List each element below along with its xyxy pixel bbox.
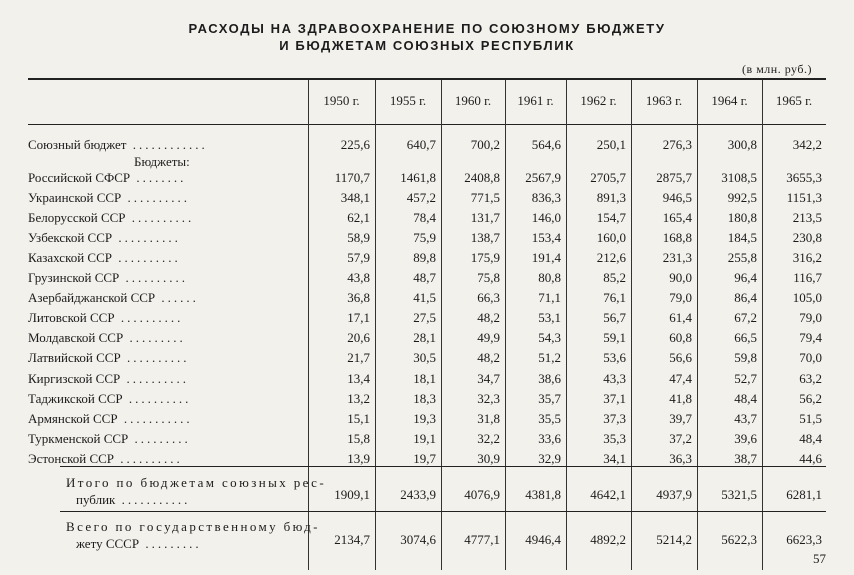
republic-value: 32,2 bbox=[477, 430, 500, 446]
union-budget-value: 564,6 bbox=[531, 137, 561, 152]
total-state-value: 4946,4 bbox=[525, 532, 561, 547]
row-label-republic bbox=[28, 290, 199, 306]
republic-value: 231,3 bbox=[662, 250, 692, 266]
republic-value: 30,9 bbox=[477, 450, 500, 466]
republic-value: 37,3 bbox=[603, 410, 626, 426]
year-header: 1960 г. bbox=[454, 93, 492, 108]
republic-value: 53,6 bbox=[603, 350, 626, 366]
row-label-republic-text: Белорусской ССР bbox=[28, 210, 126, 226]
row-label-republic bbox=[28, 190, 190, 206]
republic-value: 33,6 bbox=[538, 430, 561, 446]
republic-value: 180,8 bbox=[727, 210, 757, 226]
republic-value: 316,2 bbox=[792, 250, 822, 266]
republic-value: 2705,7 bbox=[590, 170, 626, 185]
republic-value: 165,4 bbox=[662, 210, 692, 226]
row-label-republic-text: Российской СФСР bbox=[28, 170, 131, 185]
republic-value: 138,7 bbox=[470, 230, 500, 246]
total-republics-value: 1909,1 bbox=[334, 487, 370, 502]
column-divider bbox=[441, 80, 442, 570]
republic-value: 48,2 bbox=[477, 310, 500, 326]
republic-value: 212,6 bbox=[596, 250, 626, 266]
republic-value: 36,8 bbox=[347, 290, 370, 306]
row-label-republic-text: Туркменской ССР bbox=[28, 430, 129, 446]
republic-value: 53,1 bbox=[538, 310, 561, 326]
header-bottom-rule bbox=[28, 124, 826, 125]
republic-value: 59,8 bbox=[734, 350, 757, 366]
leader-dots: ......... bbox=[139, 536, 202, 551]
republic-value: 41,5 bbox=[413, 290, 436, 306]
total-republics-value: 6281,1 bbox=[786, 487, 822, 502]
republic-value: 146,0 bbox=[531, 210, 561, 226]
leader-dots: ........... bbox=[117, 410, 193, 426]
republic-value: 56,7 bbox=[603, 310, 626, 326]
republic-value: 27,5 bbox=[413, 310, 436, 326]
republic-value: 78,4 bbox=[413, 210, 436, 226]
republic-value: 38,6 bbox=[538, 370, 561, 386]
union-budget-value: 342,2 bbox=[792, 137, 822, 152]
total-state-value: 6623,3 bbox=[786, 532, 822, 547]
row-label-republic-text: Киргизской ССР bbox=[28, 370, 121, 386]
republic-value: 79,0 bbox=[669, 290, 692, 306]
republic-value: 63,2 bbox=[799, 370, 822, 386]
column-divider bbox=[697, 80, 698, 570]
page-number: 57 bbox=[813, 551, 826, 566]
republic-value: 37,1 bbox=[603, 390, 626, 406]
row-label-republic-text: Украинской ССР bbox=[28, 190, 122, 206]
year-header: 1961 г. bbox=[517, 93, 554, 108]
republic-value: 105,0 bbox=[792, 290, 822, 306]
row-label-republic-text: Азербайджанской ССР bbox=[28, 290, 156, 306]
row-label-republic bbox=[28, 330, 186, 346]
republic-value: 2567,9 bbox=[525, 170, 561, 185]
republic-value: 56,6 bbox=[669, 350, 692, 366]
republic-value: 43,3 bbox=[603, 370, 626, 386]
republic-value: 39,6 bbox=[734, 430, 757, 446]
row-label-republic-text: Казахской ССР bbox=[28, 250, 113, 266]
republic-value: 66,5 bbox=[734, 330, 757, 346]
republic-value: 213,5 bbox=[792, 210, 822, 226]
unit-note: (в млн. руб.) bbox=[742, 62, 812, 76]
republic-value: 175,9 bbox=[470, 250, 500, 266]
leader-dots: .......... bbox=[119, 270, 189, 286]
republic-value: 255,8 bbox=[727, 250, 757, 266]
republic-value: 76,1 bbox=[603, 290, 626, 306]
leader-dots: ............ bbox=[126, 137, 208, 152]
republic-value: 230,8 bbox=[792, 230, 822, 246]
year-header: 1962 г. bbox=[580, 93, 617, 108]
total-republics-value: 4381,8 bbox=[525, 487, 561, 502]
republic-value: 47,4 bbox=[669, 370, 692, 386]
republic-value: 160,0 bbox=[596, 230, 626, 246]
republic-value: 19,1 bbox=[413, 430, 436, 446]
republic-value: 67,2 bbox=[734, 310, 757, 326]
total-republics-line-2-text: публик bbox=[76, 492, 116, 507]
row-label-republic bbox=[28, 250, 181, 266]
leader-dots: .......... bbox=[120, 370, 190, 386]
leader-dots: ........ bbox=[130, 170, 187, 185]
republic-value: 15,8 bbox=[347, 430, 370, 446]
republic-value: 43,7 bbox=[734, 410, 757, 426]
republic-value: 54,3 bbox=[538, 330, 561, 346]
total-republics-value: 4076,9 bbox=[464, 487, 500, 502]
republic-value: 191,4 bbox=[531, 250, 561, 266]
leader-dots: .......... bbox=[112, 230, 181, 246]
republic-value: 992,5 bbox=[727, 190, 757, 206]
row-label-republic bbox=[28, 230, 181, 246]
year-header: 1955 г. bbox=[389, 93, 427, 108]
republic-value: 90,0 bbox=[669, 270, 692, 286]
republic-value: 75,8 bbox=[477, 270, 500, 286]
republic-value: 30,5 bbox=[413, 350, 436, 366]
republic-value: 89,8 bbox=[413, 250, 436, 266]
republic-value: 71,1 bbox=[538, 290, 561, 306]
republic-value: 96,4 bbox=[734, 270, 757, 286]
republic-value: 36,3 bbox=[669, 450, 692, 466]
total-state-value: 4892,2 bbox=[590, 532, 626, 547]
row-label-republic bbox=[28, 451, 183, 467]
leader-dots: ......... bbox=[128, 430, 191, 446]
republic-value: 19,3 bbox=[413, 410, 436, 426]
totals-rule-2 bbox=[60, 511, 826, 512]
row-label-republic bbox=[28, 210, 194, 226]
republic-value: 59,1 bbox=[603, 330, 626, 346]
republic-value: 48,4 bbox=[799, 430, 822, 446]
republic-value: 116,7 bbox=[793, 270, 822, 286]
total-republics-value: 4642,1 bbox=[590, 487, 626, 502]
row-label-total-republics bbox=[66, 474, 326, 508]
year-header: 1963 г. bbox=[645, 93, 683, 108]
title-line-1: РАСХОДЫ НА ЗДРАВООХРАНЕНИЕ ПО СОЮЗНОМУ БЮДЖЕТУ bbox=[188, 21, 666, 36]
row-label-republic bbox=[28, 350, 189, 366]
row-label-republic-text: Латвийской ССР bbox=[28, 350, 121, 366]
republic-value: 35,5 bbox=[538, 410, 561, 426]
leader-dots: .......... bbox=[122, 390, 192, 406]
republic-value: 2408,8 bbox=[464, 170, 500, 185]
republic-value: 34,7 bbox=[477, 370, 500, 386]
republic-value: 38,7 bbox=[734, 450, 757, 466]
leader-dots: .......... bbox=[121, 190, 191, 206]
total-republics-line-1: Итого по бюджетам союзных рес- bbox=[66, 475, 327, 490]
republic-value: 3655,3 bbox=[786, 170, 822, 185]
republic-value: 20,6 bbox=[347, 330, 370, 346]
republic-value: 19,7 bbox=[413, 450, 436, 466]
republic-value: 60,8 bbox=[669, 330, 692, 346]
republic-value: 79,4 bbox=[799, 330, 822, 346]
republic-value: 348,1 bbox=[340, 190, 370, 206]
union-budget-value: 640,7 bbox=[406, 137, 436, 152]
row-label-republic-text: Узбекской ССР bbox=[28, 230, 113, 246]
republic-value: 61,4 bbox=[669, 310, 692, 326]
republic-value: 13,2 bbox=[347, 390, 370, 406]
row-label-total-state bbox=[66, 518, 320, 552]
union-budget-value: 276,3 bbox=[662, 137, 692, 152]
budgets-subheader: Бюджеты: bbox=[134, 154, 190, 169]
republic-value: 58,9 bbox=[347, 230, 370, 246]
republic-value: 56,2 bbox=[799, 390, 822, 406]
column-divider bbox=[762, 80, 763, 570]
republic-value: 44,6 bbox=[799, 450, 822, 466]
total-republics-value: 5321,5 bbox=[721, 487, 757, 502]
republic-value: 34,1 bbox=[603, 450, 626, 466]
republic-value: 168,8 bbox=[662, 230, 692, 246]
republic-value: 32,3 bbox=[477, 390, 500, 406]
row-label-republic-text: Таджикской ССР bbox=[28, 390, 123, 406]
column-divider bbox=[505, 80, 506, 570]
leader-dots: .......... bbox=[120, 350, 190, 366]
republic-value: 1170,7 bbox=[334, 170, 370, 185]
republic-value: 18,1 bbox=[413, 370, 436, 386]
republic-value: 13,9 bbox=[347, 450, 370, 466]
republic-value: 51,5 bbox=[799, 410, 822, 426]
total-republics-value: 4937,9 bbox=[656, 487, 692, 502]
republic-value: 184,5 bbox=[727, 230, 757, 246]
total-state-line-1: Всего по государственному бюд- bbox=[66, 519, 320, 534]
republic-value: 79,0 bbox=[799, 310, 822, 326]
row-label-union-budget bbox=[28, 137, 208, 153]
union-budget-value: 250,1 bbox=[596, 137, 626, 152]
republic-value: 836,3 bbox=[531, 190, 561, 206]
republic-value: 48,4 bbox=[734, 390, 757, 406]
row-label-republic-text: Литовской ССР bbox=[28, 310, 115, 326]
republic-value: 57,9 bbox=[347, 250, 370, 266]
republic-value: 62,1 bbox=[347, 210, 370, 226]
total-state-value: 5622,3 bbox=[721, 532, 757, 547]
republic-value: 39,7 bbox=[669, 410, 692, 426]
row-label-republic-text: Молдавской ССР bbox=[28, 330, 124, 346]
union-budget-value: 700,2 bbox=[470, 137, 500, 152]
republic-value: 17,1 bbox=[347, 310, 370, 326]
republic-value: 86,4 bbox=[734, 290, 757, 306]
republic-value: 35,3 bbox=[603, 430, 626, 446]
row-label-republic-text: Армянской ССР bbox=[28, 410, 118, 426]
total-state-value: 2134,7 bbox=[334, 532, 370, 547]
republic-value: 32,9 bbox=[538, 450, 561, 466]
republic-value: 771,5 bbox=[470, 190, 500, 206]
republic-value: 28,1 bbox=[413, 330, 436, 346]
table-title bbox=[0, 20, 854, 54]
row-label-republic bbox=[28, 270, 188, 286]
row-label-republic bbox=[28, 371, 189, 387]
republic-value: 35,7 bbox=[538, 390, 561, 406]
year-header: 1965 г. bbox=[775, 93, 813, 108]
republic-value: 49,9 bbox=[477, 330, 500, 346]
republic-value: 41,8 bbox=[669, 390, 692, 406]
row-label-republic bbox=[28, 411, 193, 427]
republic-value: 70,0 bbox=[799, 350, 822, 366]
total-state-line-2-text: жету СССР bbox=[76, 536, 140, 551]
republic-value: 154,7 bbox=[596, 210, 626, 226]
republic-value: 31,8 bbox=[477, 410, 500, 426]
row-label-republic bbox=[28, 431, 191, 447]
union-budget-value: 225,6 bbox=[340, 137, 370, 152]
year-header: 1950 г. bbox=[323, 93, 360, 108]
republic-value: 131,7 bbox=[470, 210, 500, 226]
republic-value: 66,3 bbox=[477, 290, 500, 306]
republic-value: 51,2 bbox=[538, 350, 561, 366]
column-divider bbox=[566, 80, 567, 570]
total-state-line-2 bbox=[66, 535, 320, 552]
leader-dots: .......... bbox=[112, 250, 181, 266]
total-republics-line-2 bbox=[66, 491, 326, 508]
row-label-republic-text: Грузинской ССР bbox=[28, 270, 120, 286]
leader-dots: .......... bbox=[125, 210, 195, 226]
republic-value: 13,4 bbox=[347, 370, 370, 386]
republic-value: 153,4 bbox=[531, 230, 561, 246]
republic-value: 43,8 bbox=[347, 270, 370, 286]
republic-value: 48,2 bbox=[477, 350, 500, 366]
republic-value: 3108,5 bbox=[721, 170, 757, 185]
leader-dots: .......... bbox=[114, 450, 183, 466]
republic-value: 37,2 bbox=[669, 430, 692, 446]
total-republics-value: 2433,9 bbox=[400, 487, 436, 502]
table-top-rule bbox=[28, 78, 826, 80]
republic-value: 891,3 bbox=[596, 190, 626, 206]
republic-value: 946,5 bbox=[662, 190, 692, 206]
republic-value: 2875,7 bbox=[656, 170, 692, 185]
row-label-republic bbox=[28, 310, 183, 326]
union-budget-value: 300,8 bbox=[727, 137, 757, 152]
republic-value: 52,7 bbox=[734, 370, 757, 386]
totals-rule-1 bbox=[60, 466, 826, 467]
republic-value: 15,1 bbox=[347, 410, 370, 426]
leader-dots: ........... bbox=[115, 492, 191, 507]
republic-value: 1151,3 bbox=[786, 190, 822, 206]
republic-value: 1461,8 bbox=[400, 170, 436, 185]
republic-value: 21,7 bbox=[347, 350, 370, 366]
republic-value: 75,9 bbox=[413, 230, 436, 246]
column-divider bbox=[375, 80, 376, 570]
republic-value: 18,3 bbox=[413, 390, 436, 406]
year-header: 1964 г. bbox=[711, 93, 748, 108]
republic-value: 457,2 bbox=[406, 190, 436, 206]
total-state-value: 3074,6 bbox=[400, 532, 436, 547]
republic-value: 80,8 bbox=[538, 270, 561, 286]
row-label-union-budget-text: Союзный бюджет bbox=[28, 137, 127, 152]
republic-value: 85,2 bbox=[603, 270, 626, 286]
title-line-2: И БЮДЖЕТАМ СОЮЗНЫХ РЕСПУБЛИК bbox=[279, 38, 575, 53]
leader-dots: ...... bbox=[155, 290, 199, 306]
leader-dots: ......... bbox=[123, 330, 186, 346]
row-label-republic bbox=[28, 170, 186, 186]
total-state-value: 5214,2 bbox=[656, 532, 692, 547]
republic-value: 48,7 bbox=[413, 270, 436, 286]
total-state-value: 4777,1 bbox=[464, 532, 500, 547]
row-label-republic bbox=[28, 391, 191, 407]
column-divider bbox=[631, 80, 632, 570]
row-label-republic-text: Эстонской ССР bbox=[28, 450, 115, 466]
leader-dots: .......... bbox=[114, 310, 184, 326]
